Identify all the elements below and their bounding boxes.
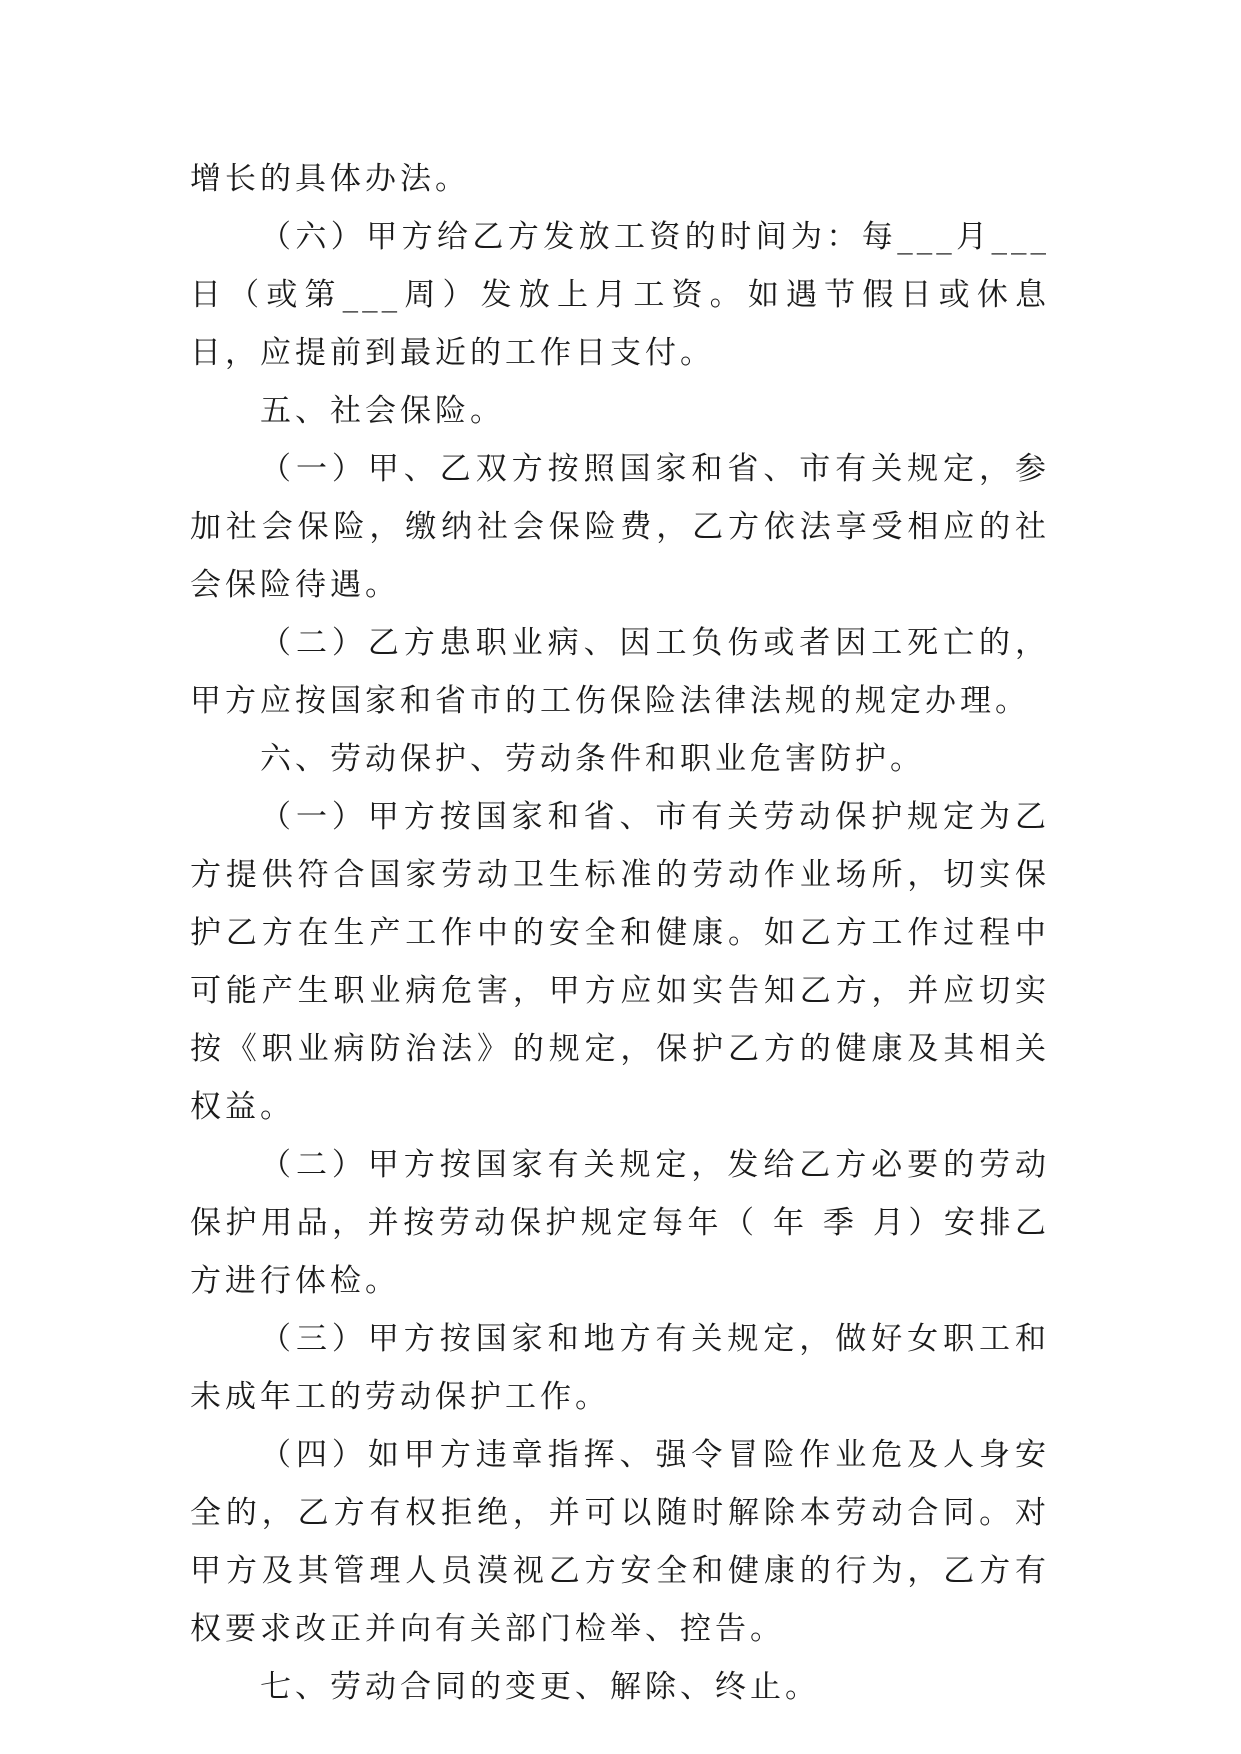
paragraph-right-to-refuse: （四）如甲方违章指挥、强令冒险作业危及人身安全的，乙方有权拒绝，并可以随时解除本劳动合同。对甲方及其管理人员漠视乙方安全和健康的行为，乙方有权要求改正并向有关部门检举、控告。: [190, 1437, 1050, 1647]
section-heading-social-insurance: 五、社会保险。: [260, 393, 505, 429]
paragraph-wage-payment-time: （六）甲方给乙方发放工资的时间为：每___月___日（或第___周）发放上月工资。如遇节假日或休息日，应提前到最近的工作日支付。: [190, 219, 1050, 371]
paragraph-insurance-participation: （一）甲、乙双方按照国家和省、市有关规定，参加社会保险，缴纳社会保险费，乙方依法享受相应的社会保险待遇。: [190, 451, 1050, 603]
paragraph-workplace-safety: （一）甲方按国家和省、市有关劳动保护规定为乙方提供符合国家劳动卫生标准的劳动作业场所，切实保护乙方在生产工作中的安全和健康。如乙方工作过程中可能产生职业病危害，甲方应如实告知乙方，并应切实按《职业病防治法》的规定，保护乙方的健康及其相关权益。: [190, 799, 1050, 1125]
section-heading-labor-protection: 六、劳动保护、劳动条件和职业危害防护。: [260, 741, 925, 777]
paragraph-female-minor-workers: （三）甲方按国家和地方有关规定，做好女职工和未成年工的劳动保护工作。: [190, 1321, 1050, 1415]
section-heading-contract-change: 七、劳动合同的变更、解除、终止。: [260, 1669, 820, 1705]
paragraph-protective-equipment: （二）甲方按国家有关规定，发给乙方必要的劳动保护用品，并按劳动保护规定每年（ 年 季 月）安排乙方进行体检。: [190, 1147, 1050, 1299]
document-body: [190, 150, 1050, 1716]
paragraph-work-injury: （二）乙方患职业病、因工负伤或者因工死亡的，甲方应按国家和省市的工伤保险法律法规的规定办理。: [190, 625, 1050, 719]
paragraph-continuation: 增长的具体办法。: [190, 161, 470, 197]
